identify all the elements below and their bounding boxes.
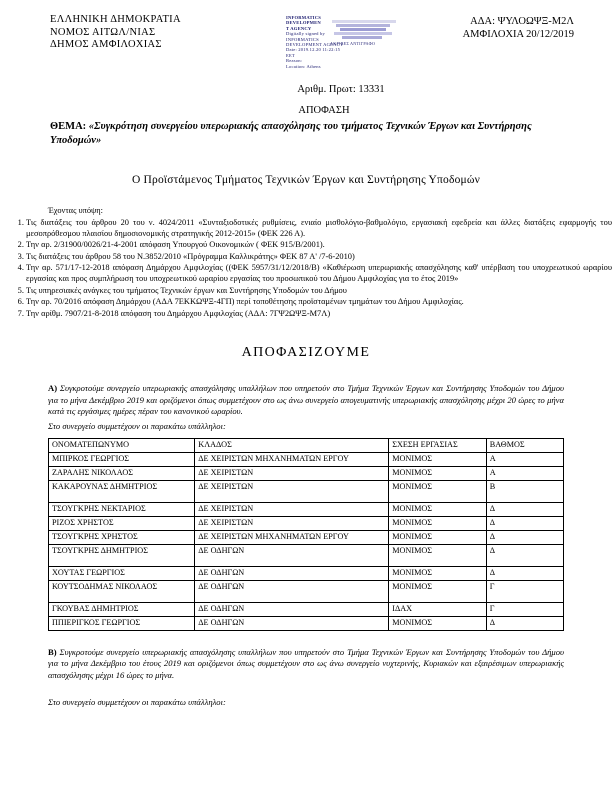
- cell-branch: ΔΕ ΟΔΗΓΩΝ: [195, 580, 389, 602]
- stamp-line-7: Date: 2019.12.20 11:22:15: [286, 47, 341, 53]
- section-a-paragraph: [48, 383, 564, 417]
- org-line-1: ΕΛΛΗΝΙΚΗ ΔΗΜΟΚΡΑΤΙΑ: [50, 14, 181, 25]
- table-row: [49, 616, 564, 630]
- section-b-letter: Β): [48, 646, 57, 657]
- cell-name: ΤΣΟΥΓΚΡΗΣ ΔΗΜΗΤΡΙΟΣ: [49, 544, 195, 566]
- stamp-line-2: DEVELOPMEN: [286, 20, 321, 26]
- list-item: 7. Την αρίθμ. 7907/21-8-2018 απόφαση του Δημάρχου Αμφιλοχίας (ΑΔΑ: 7ΓΨ2ΩΨΞ-Μ7Λ): [26, 309, 612, 320]
- stamp-line-1: INFORMATICS: [286, 15, 322, 20]
- table-row: [49, 452, 564, 466]
- table-row: [49, 516, 564, 530]
- stamp-line-3: T AGENCY: [286, 25, 312, 31]
- decide-heading: ΑΠΟΦΑΣΙΖΟΥΜΕ: [241, 345, 371, 361]
- signature-mark-icon: [330, 18, 402, 44]
- table-row: [49, 502, 564, 516]
- cell-branch: ΔΕ ΧΕΙΡΙΣΤΩΝ: [195, 502, 389, 516]
- decision-word: ΑΠΟΦΑΣΗ: [298, 105, 350, 116]
- table-header-branch: ΚΛΑΔΟΣ: [195, 438, 389, 452]
- list-item: 5. Τις υπηρεσιακές ανάγκες του τμήματος Τεχνικών έργων και Συντήρησης Υποδομών του Δήμου: [26, 286, 612, 297]
- stamp-line-9: Reason:: [286, 58, 303, 64]
- section-b-paragraph: [48, 647, 564, 681]
- theme-text: «Συγκρότηση συνεργείου υπερωριακής απασχόλησης του τμήματος Τεχνικών Έργων και Συντήρησης Υποδομών»: [50, 121, 532, 146]
- stamp-line-10: Location: Athens: [286, 63, 321, 69]
- cell-grade: Γ: [486, 580, 563, 602]
- cell-relation: ΜΟΝΙΜΟΣ: [389, 480, 487, 502]
- table-header-row: [49, 438, 564, 452]
- table-row: [49, 544, 564, 566]
- table-header-name: ΟΝΟΜΑΤΕΠΩΝΥΜΟ: [49, 438, 195, 452]
- list-item: 3. Τις διατάξεις του άρθρου 58 του Ν.3852/2010 «Πρόγραμμα Καλλικράτης» ΦΕΚ 87 Α' /7-6-2010): [26, 252, 612, 263]
- cell-relation: ΜΟΝΙΜΟΣ: [389, 466, 487, 480]
- cell-grade: Γ: [486, 602, 563, 616]
- cell-name: ΜΠΙΡΚΟΣ ΓΕΩΡΓΙΟΣ: [49, 452, 195, 466]
- list-item: 4. Την αρ. 571/17-12-2018 απόφαση Δημάρχου Αμφιλοχίας ((ΦΕΚ 5957/31/12/2018/Β) «Καθιέρωση υπερωριακής απασχόλησης καθ' υπέρβαση του υποχρεωτικού ωραρίου εργασίας και προς συμπλήρωση του υποχρεωτικού ωραρίου εργασίας του προσωπικού του Δήμου Αμφιλοχίας για το έτος 2019»: [26, 263, 612, 284]
- cell-branch: ΔΕ ΟΔΗΓΩΝ: [195, 616, 389, 630]
- cell-relation: ΜΟΝΙΜΟΣ: [389, 502, 487, 516]
- org-line-2: ΝΟΜΟΣ ΑΙΤΩΛ/ΝΙΑΣ: [50, 26, 156, 38]
- table-row: [49, 480, 564, 502]
- stamp-line-6: DEVELOPMENT AGENCY: [286, 42, 344, 48]
- cell-name: ΚΟΥΤΣΟΔΗΜΑΣ ΝΙΚΟΛΑΟΣ: [49, 580, 195, 602]
- stamp-line-5: INFORMATICS: [286, 36, 319, 42]
- ada-number: ΑΔΑ: ΨΥΛΟΩΨΞ-Μ2Λ: [470, 16, 574, 27]
- having-regard-intro: Έχοντας υπόψη:: [48, 206, 103, 215]
- section-a-subtitle: Στο συνεργείο συμμετέχουν οι παρακάτω υπάλληλοι:: [48, 420, 226, 431]
- cell-grade: Δ: [486, 544, 563, 566]
- cell-relation: ΜΟΝΙΜΟΣ: [389, 530, 487, 544]
- section-b-subtitle: Στο συνεργείο συμμετέχουν οι παρακάτω υπάλληλοι:: [48, 697, 226, 708]
- cell-name: ΤΣΟΥΓΚΡΗΣ ΝΕΚΤΑΡΙΟΣ: [49, 502, 195, 516]
- list-item: 2. Την αρ. 2/31900/0026/21-4-2001 απόφαση Υπουργού Οικονομικών ( ΦΕΚ 915/Β/2001).: [26, 240, 612, 251]
- cell-relation: ΜΟΝΙΜΟΣ: [389, 616, 487, 630]
- page-title: Ο Προϊστάμενος Τμήματος Τεχνικών Έργων και Συντήρησης Υποδομών: [131, 174, 481, 186]
- cell-name: ΓΚΟΥΒΑΣ ΔΗΜΗΤΡΙΟΣ: [49, 602, 195, 616]
- table-header-relation: ΣΧΕΣΗ ΕΡΓΑΣΙΑΣ: [389, 438, 487, 452]
- cell-grade: Δ: [486, 502, 563, 516]
- cell-grade: Β: [486, 480, 563, 502]
- theme-line: [50, 120, 562, 148]
- section-a-text: Συγκροτούμε συνεργείο υπερωριακής απασχόλησης υπαλλήλων που υπηρετούν στο Τμήμα Τεχνικών Έργων και Συντήρησης Υποδομών του Δήμου για το μήνα Δεκέμβριο 2019 και οριζόμενοι όπως συμμετέχουν στο ως άνω συνεργείο απογευματινής υπερωριακής απασχόλησης μέχρι 20 ώρες το μήνα κατά τις εργάσιμες ημέρες πέραν του κανονικού ωραρίου.: [48, 383, 564, 417]
- theme-label: ΘΕΜΑ:: [50, 121, 89, 132]
- table-row: [49, 580, 564, 602]
- document-header: [0, 0, 612, 74]
- cell-name: ΡΙΖΟΣ ΧΡΗΣΤΟΣ: [49, 516, 195, 530]
- cell-branch: ΔΕ ΧΕΙΡΙΣΤΩΝ: [195, 466, 389, 480]
- cell-relation: ΜΟΝΙΜΟΣ: [389, 544, 487, 566]
- cell-name: ΧΟΥΤΑΣ ΓΕΩΡΓΙΟΣ: [49, 566, 195, 580]
- table-header-grade: ΒΑΘΜΟΣ: [486, 438, 563, 452]
- ada-date: ΑΜΦΙΛΟΧΙΑ 20/12/2019: [462, 29, 574, 40]
- cell-branch: ΔΕ ΟΔΗΓΩΝ: [195, 566, 389, 580]
- ada-block: [463, 15, 574, 41]
- stamp-caption: ΑΚΡΙΒΕΣ ΑΝΤΙΓΡΑΦΟ: [330, 41, 376, 46]
- cell-branch: ΔΕ ΧΕΙΡΙΣΤΩΝ ΜΗΧΑΝΗΜΑΤΩΝ ΕΡΓΟΥ: [195, 530, 389, 544]
- cell-relation: ΜΟΝΙΜΟΣ: [389, 452, 487, 466]
- cell-relation: ΜΟΝΙΜΟΣ: [389, 516, 487, 530]
- list-item: 1. Τις διατάξεις του άρθρου 20 του ν. 4024/2011 «Συνταξιοδοτικές ρυθμίσεις, ενιαίο μισθολόγιο-βαθμολόγιο, εργασιακή εφεδρεία και άλλες διατάξεις εφαρμογής του μεσοπρόθεσμου πλαισίου δημοσιονομικής στρατηγικής 2012-2015» (ΦΕΚ 226 Α).: [26, 218, 612, 239]
- cell-grade: Α: [486, 466, 563, 480]
- section-a-letter: Α): [48, 383, 58, 394]
- table-row: [49, 566, 564, 580]
- having-regard-list: [0, 218, 612, 319]
- cell-grade: Δ: [486, 516, 563, 530]
- cell-grade: Δ: [486, 616, 563, 630]
- cell-grade: Δ: [486, 530, 563, 544]
- section-b-text: Συγκροτούμε συνεργείο υπερωριακής απασχόλησης υπαλλήλων που υπηρετούν στο Τμήμα Τεχνικών Έργων και Συντήρησης Υποδομών του Δήμου για το μήνα Δεκέμβριο του έτους 2019 και οριζόμενοι όπως συμμετέχουν στο ως άνω συνεργείο νυχτερινής, Κυριακών και εξαιρέσιμων υπερωριακής απασχόλησης μέχρι 16 ώρες το μήνα.: [48, 646, 564, 680]
- cell-branch: ΔΕ ΟΔΗΓΩΝ: [195, 602, 389, 616]
- cell-branch: ΔΕ ΧΕΙΡΙΣΤΩΝ: [195, 516, 389, 530]
- cell-name: ΖΑΡΑΛΗΣ ΝΙΚΟΛΑΟΣ: [49, 466, 195, 480]
- cell-grade: Δ: [486, 566, 563, 580]
- table-row: [49, 530, 564, 544]
- cell-grade: Α: [486, 452, 563, 466]
- cell-relation: ΜΟΝΙΜΟΣ: [389, 580, 487, 602]
- cell-name: ΤΣΟΥΓΚΡΗΣ ΧΡΗΣΤΟΣ: [49, 530, 195, 544]
- cell-relation: ΜΟΝΙΜΟΣ: [389, 566, 487, 580]
- list-item: 6. Την αρ. 70/2016 απόφαση Δημάρχου (ΑΔΑ 7ΕΚΚΩΨΞ-4ΓΠ) περί τοποθέτησης προϊσταμένων τμημάτων του Δήμου Αμφιλοχίας.: [26, 297, 612, 308]
- stamp-line-8: EET: [286, 52, 296, 58]
- cell-branch: ΔΕ ΟΔΗΓΩΝ: [195, 544, 389, 566]
- cell-relation: ΙΔΑΧ: [389, 602, 487, 616]
- org-line-3: ΔΗΜΟΣ ΑΜΦΙΛΟΧΙΑΣ: [50, 39, 162, 50]
- protocol-number: Αριθμ. Πρωτ: 13331: [297, 84, 385, 95]
- cell-name: ΠΠΙΕΡΙΓΚΟΣ ΓΕΩΡΓΙΟΣ: [49, 616, 195, 630]
- cell-name: ΚΑΚΑΡΟΥΝΑΣ ΔΗΜΗΤΡΙΟΣ: [49, 480, 195, 502]
- table-row: [49, 466, 564, 480]
- cell-branch: ΔΕ ΧΕΙΡΙΣΤΩΝ ΜΗΧΑΝΗΜΑΤΩΝ ΕΡΓΟΥ: [195, 452, 389, 466]
- stamp-line-4: Digitally signed by: [286, 31, 326, 37]
- table-row: [49, 602, 564, 616]
- cell-branch: ΔΕ ΧΕΙΡΙΣΤΩΝ: [195, 480, 389, 502]
- staff-table: [48, 438, 564, 631]
